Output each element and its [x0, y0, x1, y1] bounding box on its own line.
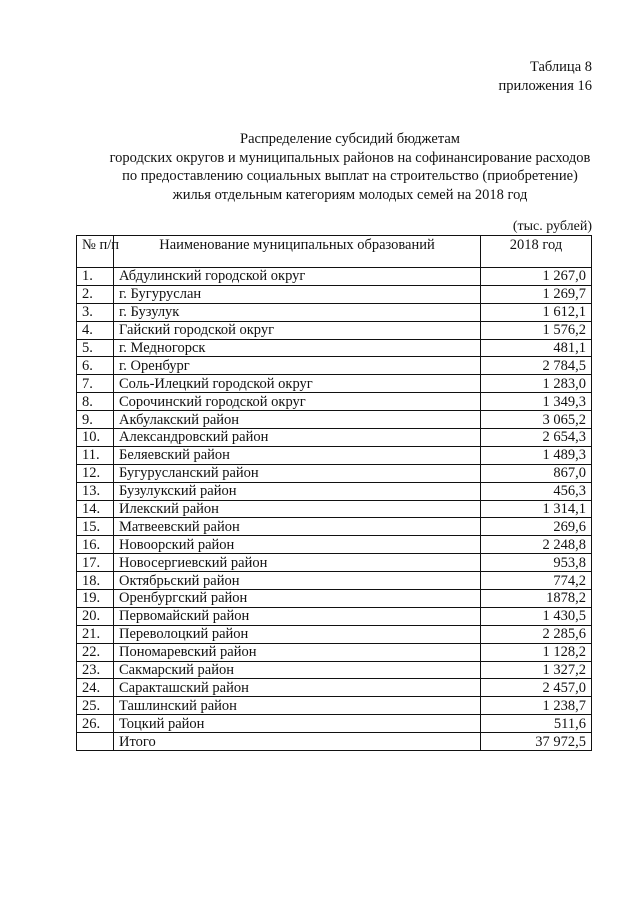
table-row: [77, 411, 592, 429]
row-number: 13.: [77, 482, 114, 500]
row-number: 15.: [77, 518, 114, 536]
table-footer: [77, 733, 592, 751]
title-line: городских округов и муниципальных районов на софинансирование расходов: [109, 149, 591, 166]
title-line: Распределение субсидий бюджетам: [240, 131, 460, 147]
row-number: 6.: [77, 357, 114, 375]
row-name: Матвеевский район: [114, 518, 481, 536]
row-number: 8.: [77, 393, 114, 411]
row-value: 1 128,2: [481, 643, 592, 661]
row-value: 1 349,3: [481, 393, 592, 411]
table-row: [77, 518, 592, 536]
table-row: [77, 357, 592, 375]
row-name: Бугурусланский район: [114, 464, 481, 482]
row-number: 3.: [77, 303, 114, 321]
row-value: 1 612,1: [481, 303, 592, 321]
table-row: [77, 393, 592, 411]
table-header: [77, 236, 592, 268]
row-number: 21.: [77, 625, 114, 643]
row-value: 2 457,0: [481, 679, 592, 697]
table-row: [77, 321, 592, 339]
row-number: 18.: [77, 572, 114, 590]
total-label: Итого: [114, 733, 481, 751]
row-number: 25.: [77, 697, 114, 715]
row-name: Новоорский район: [114, 536, 481, 554]
column-header-number: № п/п: [77, 236, 114, 268]
row-value: 269,6: [481, 518, 592, 536]
table-row: [77, 339, 592, 357]
table-row: [77, 697, 592, 715]
table-row: [77, 572, 592, 590]
row-name: Саракташский район: [114, 679, 481, 697]
table-row: [77, 536, 592, 554]
row-name: Сакмарский район: [114, 661, 481, 679]
table-row: [77, 482, 592, 500]
table-label: Таблица 8: [529, 59, 592, 75]
table-body: [77, 268, 592, 733]
table-row: [77, 375, 592, 393]
row-name: Беляевский район: [114, 446, 481, 464]
row-number: 7.: [77, 375, 114, 393]
row-value: 511,6: [481, 715, 592, 733]
row-value: 2 285,6: [481, 625, 592, 643]
row-value: 1878,2: [481, 590, 592, 608]
row-number: 11.: [77, 446, 114, 464]
row-value: 1 327,2: [481, 661, 592, 679]
row-number: 23.: [77, 661, 114, 679]
row-number: 24.: [77, 679, 114, 697]
row-number: 20.: [77, 607, 114, 625]
total-value: 37 972,5: [481, 733, 592, 751]
row-name: г. Медногорск: [114, 339, 481, 357]
row-value: 456,3: [481, 482, 592, 500]
header-row: [77, 236, 592, 268]
row-name: Илекский район: [114, 500, 481, 518]
table-row: [77, 285, 592, 303]
row-name: г. Оренбург: [114, 357, 481, 375]
row-number: 2.: [77, 285, 114, 303]
row-number: 26.: [77, 715, 114, 733]
appendix-label: приложения 16: [498, 78, 592, 94]
table-row: [77, 679, 592, 697]
column-header-name: Наименование муниципальных образований: [114, 236, 481, 268]
row-name: Сорочинский городской округ: [114, 393, 481, 411]
row-name: Бузулукский район: [114, 482, 481, 500]
row-name: Тоцкий район: [114, 715, 481, 733]
row-name: Александровский район: [114, 429, 481, 447]
table-row: [77, 464, 592, 482]
title-line: жилья отдельным категориям молодых семей на 2018 год: [172, 186, 528, 203]
row-number: 16.: [77, 536, 114, 554]
table-row: [77, 303, 592, 321]
row-name: г. Бугуруслан: [114, 285, 481, 303]
table-row: [77, 590, 592, 608]
row-number: 4.: [77, 321, 114, 339]
row-name: Октябрьский район: [114, 572, 481, 590]
row-value: 1 267,0: [481, 268, 592, 286]
column-header-year: 2018 год: [481, 236, 592, 268]
row-number: 17.: [77, 554, 114, 572]
row-name: Оренбургский район: [114, 590, 481, 608]
row-value: 2 248,8: [481, 536, 592, 554]
row-value: 2 654,3: [481, 429, 592, 447]
row-value: 1 269,7: [481, 285, 592, 303]
row-value: 1 283,0: [481, 375, 592, 393]
table-row: [77, 643, 592, 661]
row-number: 19.: [77, 590, 114, 608]
document-title: [60, 130, 640, 204]
table-row: [77, 715, 592, 733]
row-value: 1 314,1: [481, 500, 592, 518]
table-reference: [499, 58, 592, 96]
row-name: Новосергиевский район: [114, 554, 481, 572]
table-row: [77, 554, 592, 572]
row-name: Соль-Илецкий городской округ: [114, 375, 481, 393]
row-name: Первомайский район: [114, 607, 481, 625]
table-row: [77, 500, 592, 518]
row-number: 5.: [77, 339, 114, 357]
row-value: 1 489,3: [481, 446, 592, 464]
row-value: 953,8: [481, 554, 592, 572]
row-name: Акбулакский район: [114, 411, 481, 429]
row-number: 22.: [77, 643, 114, 661]
title-line: по предоставлению социальных выплат на строительство (приобретение): [122, 168, 578, 184]
row-value: 1 238,7: [481, 697, 592, 715]
units-label: (тыс. рублей): [512, 219, 592, 234]
row-number: 12.: [77, 464, 114, 482]
table-row: [77, 268, 592, 286]
table-row: [77, 661, 592, 679]
row-value: 3 065,2: [481, 411, 592, 429]
row-name: Гайский городской округ: [114, 321, 481, 339]
table-row: [77, 446, 592, 464]
subsidy-table: [76, 235, 592, 751]
row-value: 1 430,5: [481, 607, 592, 625]
row-value: 774,2: [481, 572, 592, 590]
row-number: 10.: [77, 429, 114, 447]
table-row: [77, 625, 592, 643]
row-number: 14.: [77, 500, 114, 518]
row-value: 481,1: [481, 339, 592, 357]
table-row: [77, 607, 592, 625]
row-name: Ташлинский район: [114, 697, 481, 715]
row-value: 2 784,5: [481, 357, 592, 375]
total-row: [77, 733, 592, 751]
row-value: 1 576,2: [481, 321, 592, 339]
row-name: Абдулинский городской округ: [114, 268, 481, 286]
row-name: г. Бузулук: [114, 303, 481, 321]
row-name: Переволоцкий район: [114, 625, 481, 643]
row-value: 867,0: [481, 464, 592, 482]
table-row: [77, 429, 592, 447]
row-number: 9.: [77, 411, 114, 429]
row-number: 1.: [77, 268, 114, 286]
row-name: Пономаревский район: [114, 643, 481, 661]
total-number-cell: [77, 733, 114, 751]
